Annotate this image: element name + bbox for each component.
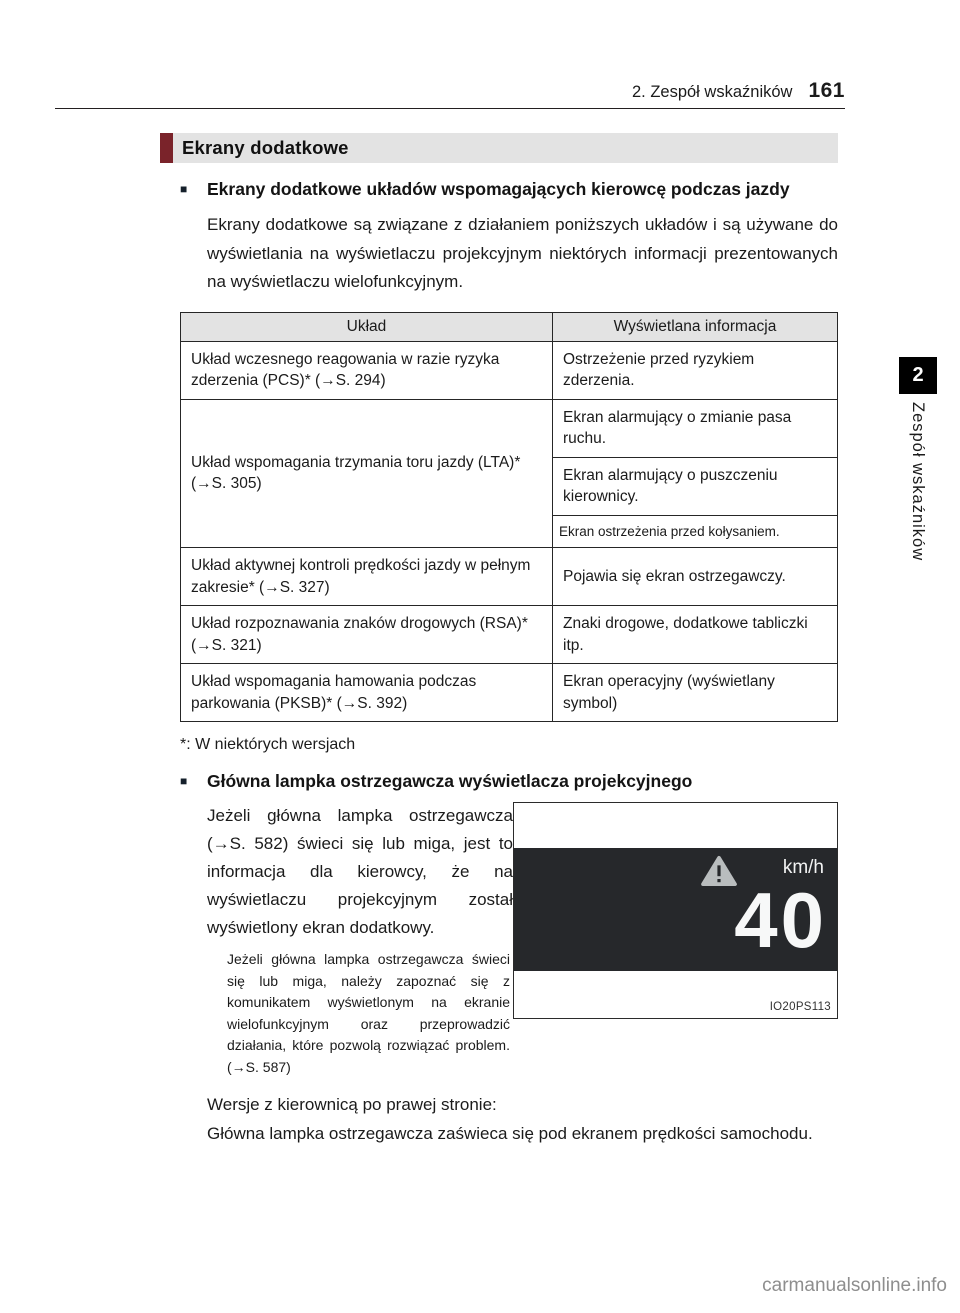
chapter-title: 2. Zespół wskaźników [631, 83, 793, 101]
info-cell: Ekran alarmujący o zmianie pasa ruchu. [553, 399, 838, 457]
table-row [181, 664, 838, 722]
subsection-heading-2 [180, 768, 838, 794]
header-divider [55, 108, 845, 109]
table-row [181, 341, 838, 399]
system-cell: Układ wczesnego reagowania w razie ryzyka zderzenia (PCS)* (→S. 294) [181, 341, 553, 399]
hud-note: Jeżeli główna lampka ostrzegawcza świeci się lub miga, należy zapoznać się z komunikatem wyświetlonym na ekranie wielofunkcyjnym oraz przeprowadzić działania, które pozwolą rozwiązać problem. (→S. 587) [227, 951, 510, 1075]
page-header [55, 79, 845, 103]
watermark: carmanualsonline.info [762, 1275, 947, 1296]
footnote: *: W niektórych wersjach [180, 736, 356, 753]
figure-code: IO20PS113 [769, 1001, 831, 1013]
table-header-row [181, 312, 838, 341]
table-row [181, 606, 838, 664]
page-number: 161 [808, 79, 845, 102]
info-cell: Ostrzeżenie przed ryzykiem zderzenia. [553, 341, 838, 399]
hud-figure [513, 802, 838, 1019]
intro-paragraph: Ekrany dodatkowe są związane z działaniem poniższych układów i są używane do wyświetlania na wyświetlaczu projekcyjnym niektórych informacji prezentowanych na wyświetlaczu wielofunkcyjnym. [207, 215, 838, 291]
hud-display [514, 848, 837, 971]
section-banner [160, 133, 838, 163]
chapter-tab-number: 2 [899, 357, 937, 394]
info-cell: Ekran ostrzeżenia przed kołysaniem. [553, 515, 838, 548]
chapter-tab-label: Zespół wskaźników [909, 402, 927, 562]
system-cell: Układ wspomagania hamowania podczas parkowania (PKSB)* (→S. 392) [181, 664, 553, 722]
info-cell: Ekran alarmujący o puszczeniu kierownicy. [553, 457, 838, 515]
hud-text-column [207, 802, 513, 1078]
speed-unit-label: km/h [782, 857, 824, 878]
subsection-heading-1-text: Ekrany dodatkowe układów wspomagających kierowcę podczas jazdy [207, 179, 790, 199]
info-cell: Znaki drogowe, dodatkowe tabliczki itp. [553, 606, 838, 664]
content-column [160, 133, 838, 1149]
rhd-paragraph: Główna lampka ostrzegawcza zaświeca się pod ekranem prędkości samochodu. [207, 1124, 813, 1143]
table-header-system: Układ [181, 312, 553, 341]
banner-accent-bar [160, 133, 173, 163]
subsection-heading-2-text: Główna lampka ostrzegawcza wyświetlacza projekcyjnego [207, 771, 693, 791]
info-cell: Ekran operacyjny (wyświetlany symbol) [553, 664, 838, 722]
section-banner-title: Ekrany dodatkowe [182, 137, 349, 158]
subsection-heading-1 [180, 176, 838, 202]
table-row [181, 399, 838, 457]
table-row [181, 548, 838, 606]
hud-section [207, 802, 838, 1078]
system-cell: Układ rozpoznawania znaków drogowych (RSA)* (→S. 321) [181, 606, 553, 664]
bullet-square-icon: ■ [180, 182, 188, 196]
system-cell: Układ aktywnej kontroli prędkości jazdy w pełnym zakresie* (→S. 327) [181, 548, 553, 606]
rhd-heading: Wersje z kierownicą po prawej stronie: [207, 1095, 497, 1114]
info-cell: Pojawia się ekran ostrzegawczy. [553, 548, 838, 606]
systems-table [180, 312, 838, 723]
system-cell: Układ wspomagania trzymania toru jazdy (LTA)* (→S. 305) [181, 399, 553, 548]
warning-triangle-icon [700, 855, 738, 887]
table-header-info: Wyświetlana informacja [553, 312, 838, 341]
speed-value: 40 [734, 876, 827, 964]
hud-paragraph: Jeżeli główna lampka ostrzegawcza (→S. 582) świeci się lub miga, jest to informacja dla kierowcy, że na wyświetlaczu projekcyjnym został wyświetlony ekran dodatkowy. [207, 806, 513, 937]
bullet-square-icon: ■ [180, 774, 188, 788]
